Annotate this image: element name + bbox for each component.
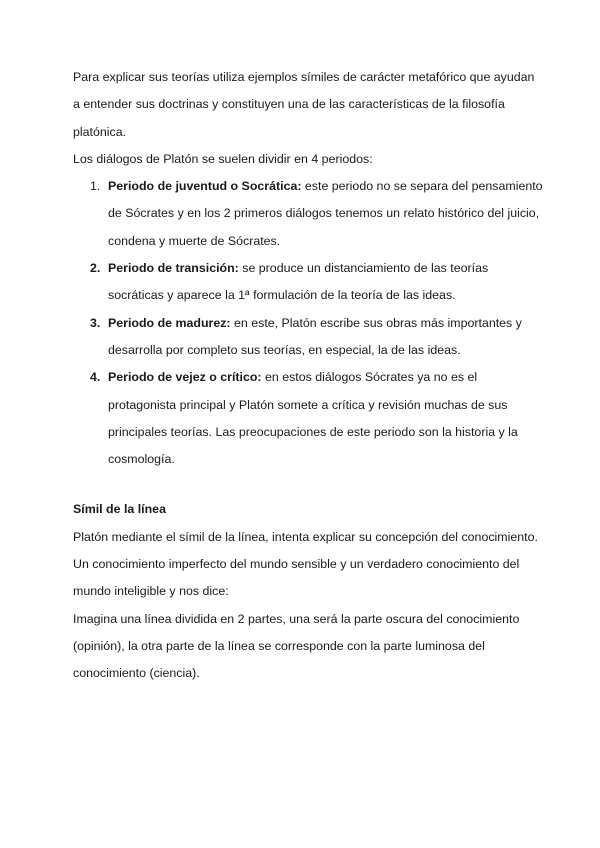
period-description: se produce un distanciamiento de las teorías socráticas y aparece la 1ª formulación de la teoría de las ideas. [108,261,489,303]
period-term: Periodo de vejez o crítico: [108,370,262,385]
list-item [73,310,543,365]
document-page [73,64,543,688]
section-paragraph: Imagina una línea dividida en 2 partes, una será la parte oscura del conocimiento (opinión), la otra parte de la línea se corresponde con la parte luminosa del conocimiento (ciencia). [73,611,520,681]
list-item [73,364,543,473]
intro-paragraph: Para explicar sus teorías utiliza ejemplos símiles de carácter metafórico que ayudan a entender sus doctrinas y constituyen una de las características de la filosofía platónica. [73,70,535,139]
list-item-number: 1. [90,179,101,194]
periods-intro-paragraph: Los diálogos de Platón se suelen dividir en 4 periodos: [73,151,373,166]
period-term: Periodo de transición: [108,261,239,276]
period-term: Periodo de juventud o Socrática: [108,179,302,194]
section-heading: Símil de la línea [73,502,166,517]
period-description: este periodo no se separa del pensamiento de Sócrates y en los 2 primeros diálogos tenemos un relato histórico del juicio, condena y muerte de Sócrates. [108,179,543,248]
list-item-number: 2. [90,261,101,276]
period-description: en estos diálogos Sócrates ya no es el protagonista principal y Platón somete a crítica y revisión muchas de sus principales teorías. Las preocupaciones de este periodo son la historia y la cosmología. [108,370,518,467]
list-item [73,173,543,255]
period-term: Periodo de madurez: [108,315,231,330]
list-item-number: 4. [90,370,101,385]
period-description: en este, Platón escribe sus obras más importantes y desarrolla por completo sus teorías, en especial, la de las ideas. [108,315,522,357]
list-item [73,255,543,310]
list-item-number: 3. [90,315,101,330]
section-paragraph: Platón mediante el símil de la línea, intenta explicar su concepción del conocimiento. Un conocimiento imperfecto del mundo sensible y un verdadero conocimiento del mundo inteligible y nos dice: [73,529,538,599]
periods-list [73,173,543,473]
